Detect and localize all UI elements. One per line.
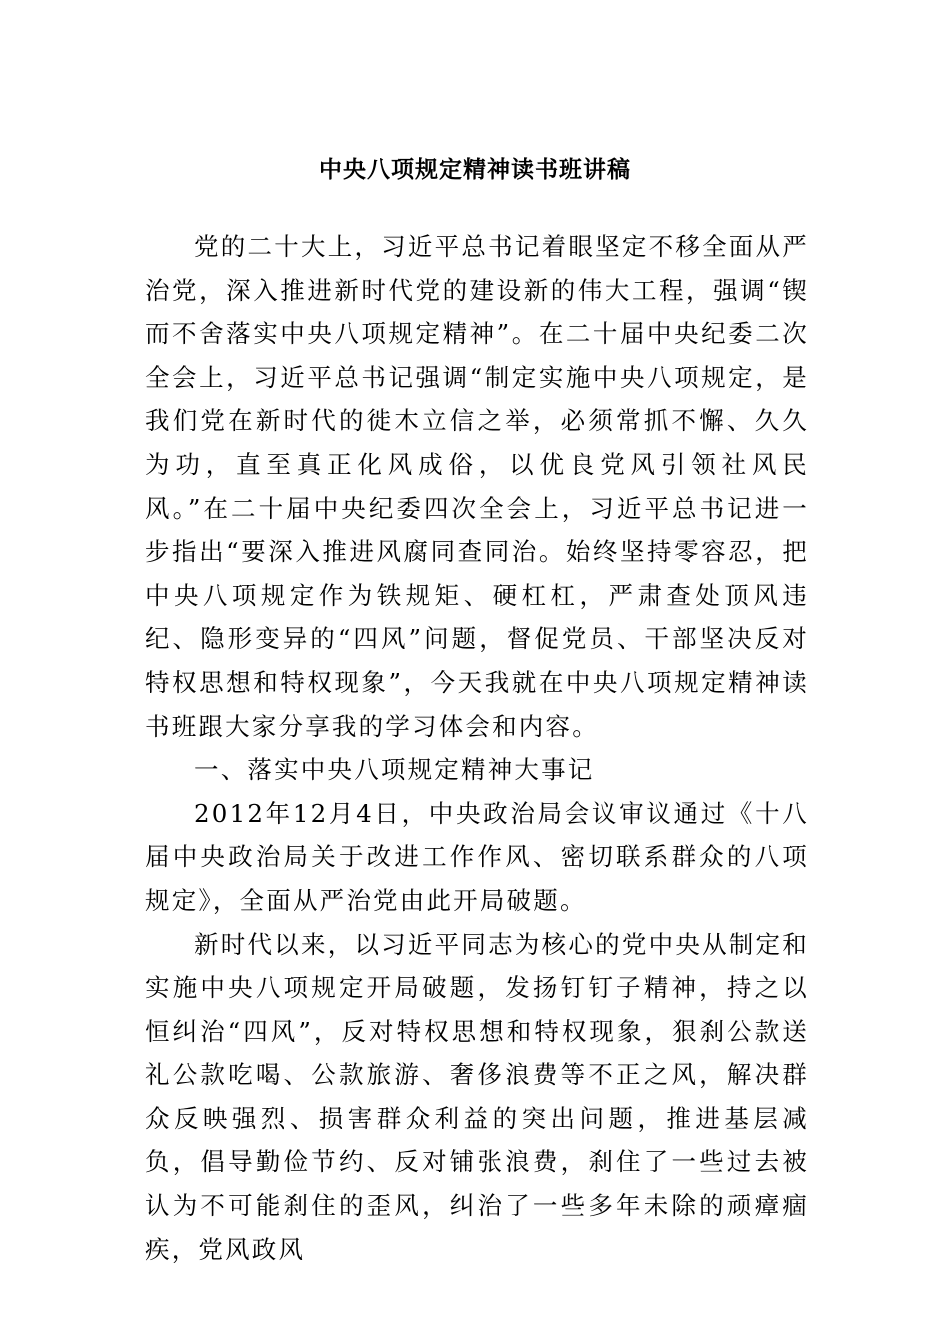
paragraph-2012-event: 2012年12月4日，中央政治局会议审议通过《十八届中央政治局关于改进工作作风、密切联系群众的八项规定》，全面从严治党由此开局破题。 xyxy=(145,798,809,915)
paragraph-intro: 党的二十大上，习近平总书记着眼坚定不移全面从严治党，深入推进新时代党的建设新的伟大工程，强调“锲而不舍落实中央八项规定精神”。在二十届中央纪委二次全会上，习近平总书记强调“制定实施中央八项规定，是我们党在新时代的徙木立信之举，必须常抓不懈、久久为功，直至真正化风成俗，以优良党风引领社风民风。”在二十届中央纪委四次全会上，习近平总书记进一步指出“要深入推进风腐同查同治。始终坚持零容忍，把中央八项规定作为铁规矩、硬杠杠，严肃查处顶风违纪、隐形变异的“四风”问题，督促党员、干部坚决反对特权思想和特权现象”，今天我就在中央八项规定精神读书班跟大家分享我的学习体会和内容。 xyxy=(145,232,809,741)
paragraph-new-era: 新时代以来，以习近平同志为核心的党中央从制定和实施中央八项规定开局破题，发扬钉钉子精神，持之以恒纠治“四风”，反对特权思想和特权现象，狠刹公款送礼公款吃喝、公款旅游、奢侈浪费等不正之风，解决群众反映强烈、损害群众利益的突出问题，推进基层减负，倡导勤俭节约、反对铺张浪费，刹住了一些过去被认为不可能刹住的歪风，纠治了一些多年未除的顽瘴痼疾，党风政风 xyxy=(145,929,809,1264)
document-title: 中央八项规定精神读书班讲稿 xyxy=(319,157,631,183)
document-body xyxy=(145,225,809,1271)
section-heading: 一、落实中央八项规定精神大事记 xyxy=(194,755,595,785)
